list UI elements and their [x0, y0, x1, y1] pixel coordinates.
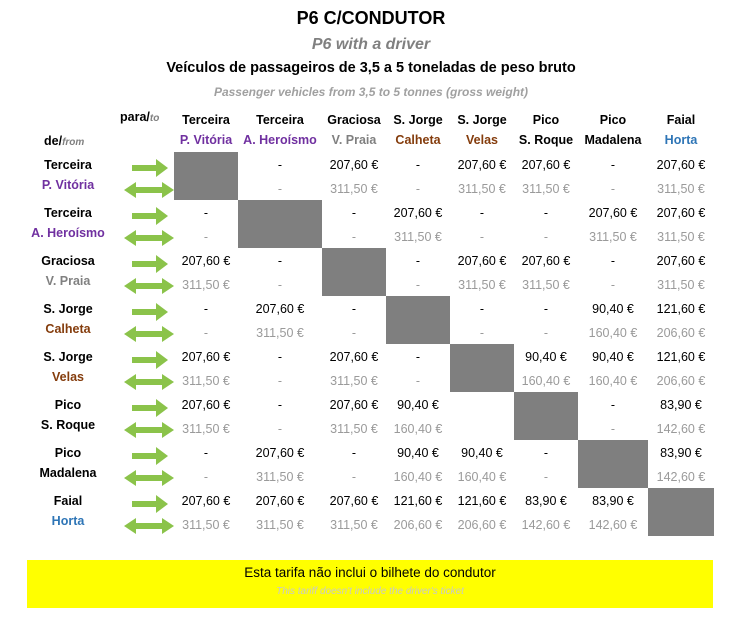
- fare-oneway: 83,90 €: [592, 494, 634, 508]
- fare-oneway: 83,90 €: [660, 398, 702, 412]
- column-island: Pico: [532, 113, 560, 127]
- fare-oneway: 207,60 €: [656, 206, 706, 220]
- to-axis-label: [120, 110, 159, 124]
- fare-return: 311,50 €: [182, 518, 230, 532]
- column-port: Horta: [664, 133, 698, 147]
- row-port: Velas: [52, 370, 84, 384]
- fare-oneway: -: [543, 446, 549, 460]
- row-port: Calheta: [45, 322, 91, 336]
- return-arrow-icon: [124, 276, 174, 296]
- fare-oneway: 207,60 €: [181, 494, 231, 508]
- column-port: V. Praia: [331, 133, 377, 147]
- fare-oneway: 207,60 €: [181, 254, 231, 268]
- fare-return: 160,40 €: [588, 326, 638, 340]
- fare-return: 142,60 €: [656, 422, 706, 436]
- row-header: [26, 251, 110, 291]
- fare-oneway: -: [203, 446, 209, 460]
- fare-return: 311,50 €: [182, 422, 230, 436]
- column-island: Faial: [666, 113, 696, 127]
- return-arrow-icon: [124, 420, 174, 440]
- fare-return: 311,50 €: [657, 278, 705, 292]
- fare-return: -: [543, 326, 549, 340]
- page-title: P6 C/CONDUTOR: [296, 8, 446, 28]
- fare-oneway: -: [203, 302, 209, 316]
- return-arrow-icon: [124, 228, 174, 248]
- fare-return: 142,60 €: [521, 518, 571, 532]
- fare-return: 206,60 €: [457, 518, 507, 532]
- fare-return: -: [277, 374, 283, 388]
- fare-oneway: 207,60 €: [181, 350, 231, 364]
- fare-oneway: 121,60 €: [393, 494, 443, 508]
- diagonal-blank-cell: [174, 152, 238, 200]
- column-island: Terceira: [256, 113, 304, 127]
- fare-return: -: [610, 278, 616, 292]
- column-port: P. Vitória: [179, 133, 233, 147]
- fare-oneway: 207,60 €: [329, 350, 379, 364]
- fare-return: 160,40 €: [393, 422, 443, 436]
- return-arrow-icon: [124, 516, 174, 536]
- fare-return: 311,50 €: [330, 422, 378, 436]
- fare-oneway: 207,60 €: [329, 158, 379, 172]
- column-port: A. Heroísmo: [243, 133, 317, 147]
- fare-return: -: [351, 230, 357, 244]
- fare-oneway: 121,60 €: [656, 350, 706, 364]
- fare-return: 311,50 €: [182, 278, 230, 292]
- fare-return: 160,40 €: [521, 374, 571, 388]
- to-label-pt: para/: [120, 110, 150, 124]
- diagonal-blank-cell: [514, 392, 578, 440]
- fare-oneway: -: [277, 254, 283, 268]
- row-port: P. Vitória: [41, 178, 95, 192]
- fare-oneway: 90,40 €: [397, 398, 439, 412]
- fare-return: -: [203, 326, 209, 340]
- fare-return: 160,40 €: [588, 374, 638, 388]
- fare-oneway: 90,40 €: [592, 302, 634, 316]
- fare-return: 311,50 €: [256, 470, 304, 484]
- diagonal-blank-cell: [322, 248, 386, 296]
- fare-oneway: 207,60 €: [329, 398, 379, 412]
- fare-oneway: 83,90 €: [525, 494, 567, 508]
- fare-return: -: [351, 326, 357, 340]
- row-island: S. Jorge: [43, 350, 93, 364]
- fare-oneway: -: [351, 302, 357, 316]
- fare-return: 311,50 €: [182, 374, 230, 388]
- column-island: Graciosa: [327, 113, 381, 127]
- row-island: Faial: [53, 494, 83, 508]
- fare-return: -: [277, 422, 283, 436]
- fare-return: 311,50 €: [522, 182, 570, 196]
- fare-oneway: -: [351, 206, 357, 220]
- fare-return: -: [415, 374, 421, 388]
- fare-oneway: 207,60 €: [588, 206, 638, 220]
- fare-return: 311,50 €: [657, 230, 705, 244]
- fare-return: -: [543, 470, 549, 484]
- column-header: [514, 110, 578, 150]
- row-island: Terceira: [44, 206, 92, 220]
- column-header: [648, 110, 714, 150]
- fare-oneway: -: [415, 350, 421, 364]
- row-island: Pico: [54, 446, 82, 460]
- column-header: [578, 110, 648, 150]
- diagonal-blank-cell: [238, 200, 322, 248]
- row-header: [26, 299, 110, 339]
- fare-oneway: 83,90 €: [660, 446, 702, 460]
- column-header: [238, 110, 322, 150]
- column-header: [174, 110, 238, 150]
- row-island: S. Jorge: [43, 302, 93, 316]
- fare-oneway: 207,60 €: [656, 254, 706, 268]
- fare-return: 311,50 €: [589, 230, 637, 244]
- diagonal-blank-cell: [578, 440, 648, 488]
- page-subtitle: P6 with a driver: [311, 36, 431, 53]
- fare-return: 311,50 €: [256, 518, 304, 532]
- to-label-en: to: [149, 113, 160, 124]
- fare-oneway: 207,60 €: [255, 446, 305, 460]
- fare-return: -: [415, 278, 421, 292]
- row-header: [26, 347, 110, 387]
- fare-oneway: -: [351, 446, 357, 460]
- row-port: V. Praia: [45, 274, 91, 288]
- fare-oneway: 207,60 €: [393, 206, 443, 220]
- column-island: Pico: [599, 113, 627, 127]
- fare-oneway: 90,40 €: [592, 350, 634, 364]
- diagonal-blank-cell: [386, 296, 450, 344]
- fare-return: -: [479, 326, 485, 340]
- row-header: [26, 155, 110, 195]
- fare-oneway: -: [479, 302, 485, 316]
- fare-oneway: -: [277, 158, 283, 172]
- column-port: Calheta: [395, 133, 441, 147]
- fare-return: -: [479, 230, 485, 244]
- return-arrow-icon: [124, 180, 174, 200]
- fare-return: -: [610, 422, 616, 436]
- return-arrow-icon: [124, 468, 174, 488]
- column-island: S. Jorge: [393, 113, 443, 127]
- fare-oneway: -: [415, 254, 421, 268]
- fare-oneway: 207,60 €: [521, 158, 571, 172]
- row-port: Horta: [51, 514, 85, 528]
- from-label-en: from: [62, 137, 85, 148]
- fare-oneway: -: [277, 398, 283, 412]
- diagonal-blank-cell: [450, 344, 514, 392]
- fare-oneway: -: [479, 206, 485, 220]
- fare-oneway: -: [610, 398, 616, 412]
- fare-oneway: -: [610, 254, 616, 268]
- fare-return: 311,50 €: [256, 326, 304, 340]
- fare-oneway: 90,40 €: [461, 446, 503, 460]
- column-header: [386, 110, 450, 150]
- fare-return: -: [610, 182, 616, 196]
- row-port: A. Heroísmo: [31, 226, 105, 240]
- fare-return: 311,50 €: [522, 278, 570, 292]
- fare-return: 142,60 €: [588, 518, 638, 532]
- fare-return: 160,40 €: [457, 470, 507, 484]
- fare-return: -: [203, 470, 209, 484]
- fare-return: -: [351, 470, 357, 484]
- from-label-pt: de/: [44, 134, 63, 148]
- fare-oneway: 207,60 €: [329, 494, 379, 508]
- row-island: Terceira: [44, 158, 92, 172]
- fare-oneway: 207,60 €: [457, 158, 507, 172]
- from-axis-label: [44, 134, 84, 148]
- row-header: [26, 491, 110, 531]
- fare-return: 311,50 €: [330, 518, 378, 532]
- note-text-en: This tariff doesn't include the driver's ticket: [276, 586, 464, 597]
- fare-return: 311,50 €: [330, 182, 378, 196]
- fare-oneway: -: [610, 158, 616, 172]
- column-port: Madalena: [584, 133, 642, 147]
- fare-return: 311,50 €: [330, 374, 378, 388]
- fare-oneway: 90,40 €: [397, 446, 439, 460]
- fare-return: 160,40 €: [393, 470, 443, 484]
- fare-oneway: 207,60 €: [255, 494, 305, 508]
- row-header: [26, 443, 110, 483]
- column-island: S. Jorge: [457, 113, 507, 127]
- diagonal-blank-cell: [648, 488, 714, 536]
- fare-oneway: 207,60 €: [457, 254, 507, 268]
- row-island: Graciosa: [41, 254, 95, 268]
- fare-oneway: 207,60 €: [181, 398, 231, 412]
- fare-oneway: 207,60 €: [656, 158, 706, 172]
- vehicle-description-en: Passenger vehicles from 3,5 to 5 tonnes (gross weight): [213, 85, 529, 99]
- row-port: S. Roque: [40, 418, 96, 432]
- fare-oneway: -: [277, 350, 283, 364]
- fare-oneway: -: [415, 158, 421, 172]
- column-port: Velas: [466, 133, 498, 147]
- fare-return: -: [277, 278, 283, 292]
- fare-return: -: [203, 230, 209, 244]
- note-text: Esta tarifa não inclui o bilhete do condutor: [244, 565, 496, 580]
- return-arrow-icon: [124, 324, 174, 344]
- fare-return: 311,50 €: [458, 278, 506, 292]
- fare-oneway: 207,60 €: [521, 254, 571, 268]
- fare-oneway: -: [543, 302, 549, 316]
- driver-ticket-note: [27, 560, 713, 608]
- row-island: Pico: [54, 398, 82, 412]
- fare-return: -: [277, 182, 283, 196]
- fare-oneway: 90,40 €: [525, 350, 567, 364]
- row-port: Madalena: [39, 466, 97, 480]
- return-arrow-icon: [124, 372, 174, 392]
- column-port: S. Roque: [518, 133, 574, 147]
- fare-oneway: -: [203, 206, 209, 220]
- fare-return: -: [415, 182, 421, 196]
- fare-oneway: 207,60 €: [255, 302, 305, 316]
- fare-oneway: 121,60 €: [656, 302, 706, 316]
- fare-return: 206,60 €: [656, 326, 706, 340]
- fare-return: 206,60 €: [656, 374, 706, 388]
- fare-return: -: [543, 230, 549, 244]
- fare-oneway: -: [543, 206, 549, 220]
- fare-return: 311,50 €: [394, 230, 442, 244]
- column-island: Terceira: [182, 113, 230, 127]
- fare-return: 311,50 €: [657, 182, 705, 196]
- vehicle-description: Veículos de passageiros de 3,5 a 5 toneladas de peso bruto: [166, 60, 576, 76]
- fare-return: 142,60 €: [656, 470, 706, 484]
- column-header: [322, 110, 386, 150]
- row-header: [26, 395, 110, 435]
- row-header: [26, 203, 110, 243]
- column-header: [450, 110, 514, 150]
- fare-return: 311,50 €: [458, 182, 506, 196]
- fare-return: 206,60 €: [393, 518, 443, 532]
- fare-oneway: 121,60 €: [457, 494, 507, 508]
